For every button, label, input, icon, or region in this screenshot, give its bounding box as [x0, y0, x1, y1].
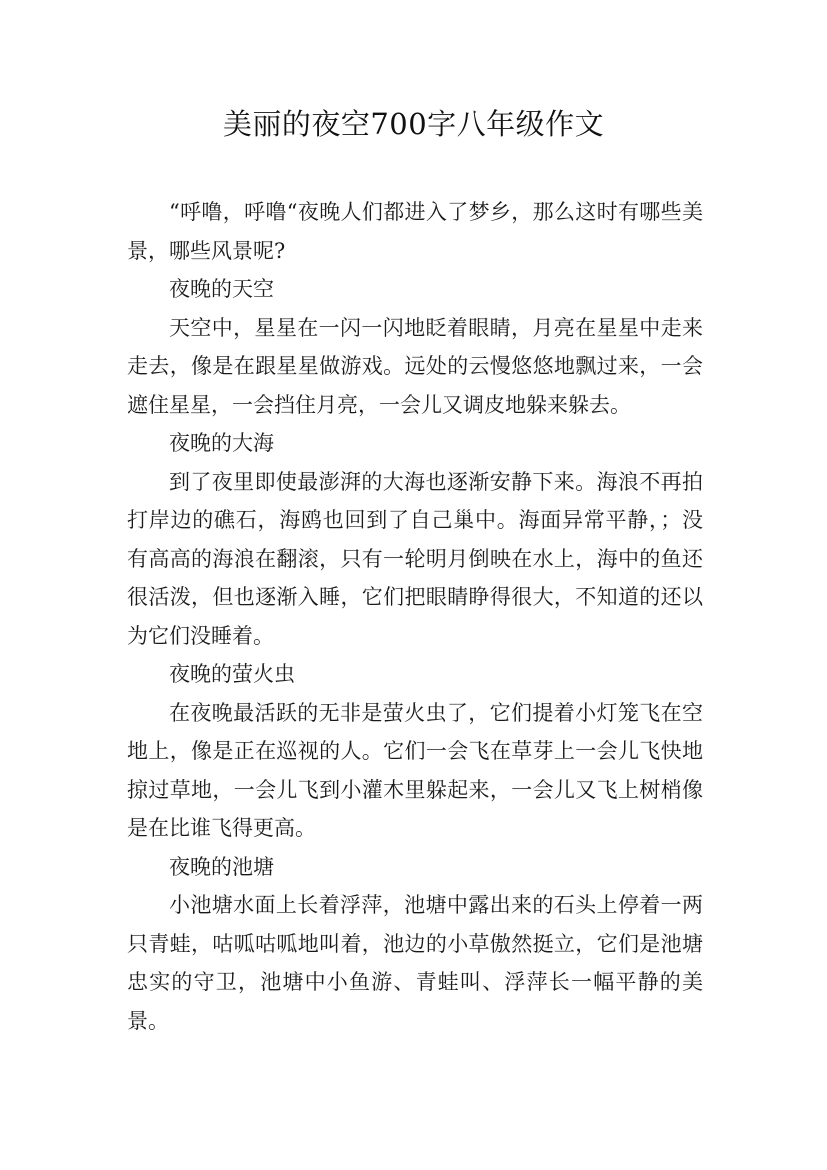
intro-paragraph: “呼噜，呼噜“夜晚人们都进入了梦乡，那么这时有哪些美景，哪些风景呢?	[127, 200, 703, 263]
section-heading-sea: 夜晚的大海	[169, 431, 274, 455]
document-body	[127, 193, 703, 1040]
sea-paragraph: 到了夜里即使最澎湃的大海也逐渐安静下来。海浪不再拍打岸边的礁石，海鸥也回到了自己巢中。海面异常平静，；没有高高的海浪在翻滚，只有一轮明月倒映在水上，海中的鱼还很活泼，但也逐渐入睡，它们把眼睛睁得很大，不知道的还以为它们没睡着。	[127, 469, 703, 648]
fireflies-paragraph: 在夜晚最活跃的无非是萤火虫了，它们提着小灯笼飞在空地上，像是正在巡视的人。它们一会飞在草芽上一会儿飞快地掠过草地，一会儿飞到小灌木里躲起来，一会儿又飞上树梢像是在比谁飞得更高。	[127, 700, 703, 840]
sky-paragraph: 天空中，星星在一闪一闪地眨着眼睛，月亮在星星中走来走去，像是在跟星星做游戏。远处的云慢悠悠地飘过来，一会遮住星星，一会挡住月亮，一会儿又调皮地躲来躲去。	[127, 315, 703, 417]
section-heading-pond: 夜晚的池塘	[169, 854, 274, 879]
section-heading-sky: 夜晚的天空	[169, 277, 274, 301]
section-heading-fireflies: 夜晚的萤火虫	[169, 662, 295, 686]
document-title: 美丽的夜空700字八年级作文	[222, 107, 605, 141]
pond-paragraph: 小池塘水面上长着浮萍，池塘中露出来的石头上停着一两只青蛙，咕呱咕呱地叫着，池边的小草傲然挺立，它们是池塘忠实的守卫，池塘中小鱼游、青蛙叫、浮萍长一幅平静的美景。	[127, 893, 703, 1033]
